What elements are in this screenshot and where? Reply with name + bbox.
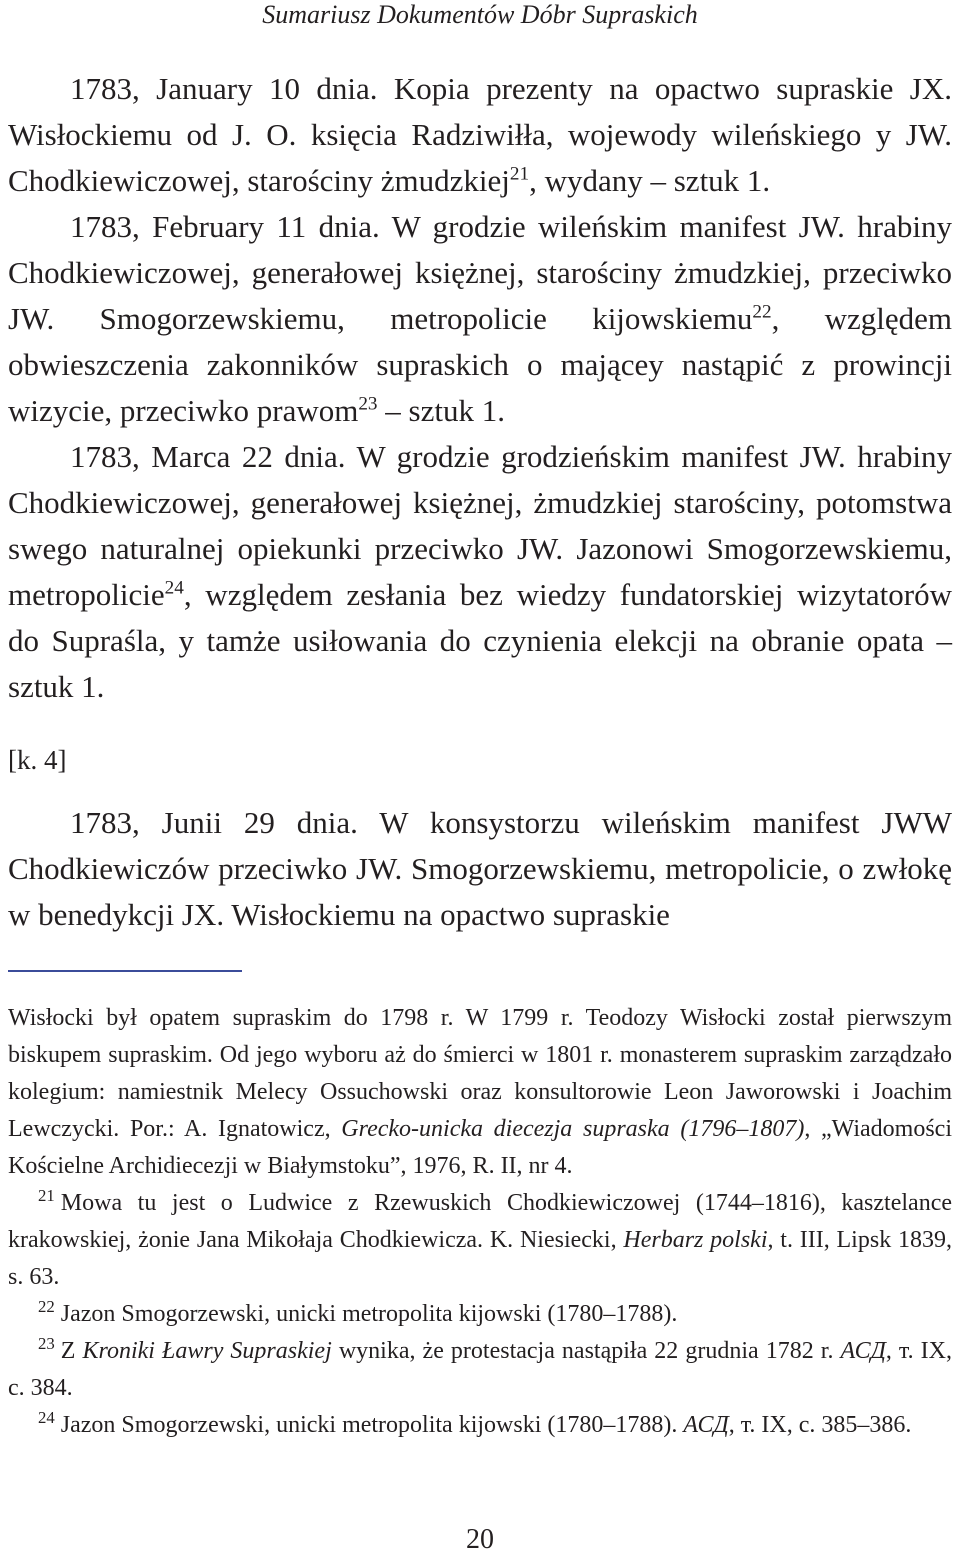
footnote-continuation — [8, 1000, 952, 1185]
footnote-text: , t. III, Lipsk 1839, s. 63. — [8, 1227, 952, 1290]
footnotes — [8, 1000, 952, 1444]
footnote-abbrev: АСД — [840, 1338, 886, 1364]
entry-text: 1783, January 10 dnia. Kopia prezenty na opactwo supraskie JX. Wisłockiemu od J. O. księcia Radziwiłła, wojewody wileńskiego y JW. Chodkiewiczowej, starościny żmudzkiej — [8, 71, 952, 198]
footnote-text: , „Wiadomości Kościelne Archidiecezji w Białymstoku”, 1976, R. II, nr 4. — [8, 1116, 952, 1179]
footnote-text: Wisłocki był opatem supraskim do 1798 r. W 1799 r. Teodozy Wisłocki został pierwszym biskupem supraskim. Od jego wyboru aż do śmierci w 1801 r. monasterem supraskim zarządzało kolegium: namiestnik Melecy Ossuchowski oraz konsultorowie Leon Jaworowski i Joachim Lewczycki. Por.: A. Ignatowicz, — [8, 1005, 952, 1142]
entry-text-tail: , wydany – sztuk 1. — [529, 163, 771, 198]
entry-1783-02-11 — [8, 204, 952, 434]
running-header: Sumariusz Dokumentów Dóbr Supraskich — [262, 0, 698, 29]
footnote-24 — [8, 1407, 952, 1444]
entry-1783-06-29 — [8, 800, 952, 938]
footnote-number: 22 — [38, 1297, 55, 1316]
footnote-21 — [8, 1185, 952, 1296]
entries-section-2 — [8, 800, 952, 938]
entry-text: 1783, Marca 22 dnia. W grodzie grodzieńskim manifest JW. hrabiny Chodkiewiczowej, generałowej księżnej, żmudzkiej starościny, potomstwa swego naturalnej opiekunki przeciwko JW. Jazonowi Smogorzewskiemu, metropolicie — [8, 439, 952, 612]
footnote-title: Herbarz polski — [623, 1227, 768, 1253]
footnote-text: , т. IX, с. 385–386. — [728, 1412, 912, 1438]
entry-text-tail: , względem obwieszczenia zakonników supraskich o mającey nastąpić z prowincji wizycie, przeciwko prawom — [8, 301, 953, 428]
entry-text-tail-2: – sztuk 1. — [377, 393, 505, 428]
footnote-ref-24[interactable]: 24 — [164, 577, 184, 599]
footnote-title: Grecko-unicka diecezja supraska (1796–1807) — [341, 1116, 805, 1142]
entry-text-tail: , względem zesłania bez wiedzy fundatorskiej wizytatorów do Supraśla, y tamże usiłowania do czynienia elekcji na obranie opata – sztuk 1. — [8, 577, 952, 704]
footnote-22 — [8, 1296, 952, 1333]
page-marker: [k. 4] — [8, 745, 67, 775]
footnote-number: 23 — [38, 1334, 55, 1353]
footnote-abbrev: АСД — [683, 1412, 729, 1438]
footnote-ref-21[interactable]: 21 — [509, 163, 530, 185]
entry-1783-03-22 — [8, 434, 952, 710]
footnote-ref-22[interactable]: 22 — [752, 301, 772, 323]
footnote-ref-23[interactable]: 23 — [358, 393, 378, 415]
footnote-title: Kroniki Ławry Supraskiej — [82, 1338, 332, 1364]
entry-text: 1783, February 11 dnia. W grodzie wileńskim manifest JW. hrabiny Chodkiewiczowej, generałowej księżnej, starościny żmudzkiej, przeciwko JW. Smogorzewskiemu, metropolicie kijowskiemu — [8, 209, 952, 336]
entry-text: 1783, Junii 29 dnia. W konsystorzu wileńskim manifest JWW Chodkiewiczów przeciwko JW. Smogorzewskiemu, metropolicie, o zwłokę w benedykcji JX. Wisłockiemu na opactwo supraskie — [8, 805, 952, 932]
footnote-text: Jazon Smogorzewski, unicki metropolita kijowski (1780–1788). — [60, 1301, 678, 1327]
entries-section-1 — [8, 66, 952, 710]
footnote-number: 21 — [38, 1186, 55, 1205]
footnote-separator — [8, 970, 242, 972]
footnote-number: 24 — [38, 1408, 55, 1427]
footnote-text: , т. IX, с. 384. — [8, 1338, 952, 1401]
footnote-text: wynika, że protestacja nastąpiła 22 grudnia 1782 r. — [331, 1338, 841, 1364]
footnote-text: Mowa tu jest o Ludwice z Rzewuskich Chodkiewiczowej (1744–1816), kasztelance krakowskiej, żonie Jana Mikołaja Chodkiewicza. K. Niesiecki, — [8, 1190, 952, 1253]
footnote-text: Jazon Smogorzewski, unicki metropolita kijowski (1780–1788). — [60, 1412, 684, 1438]
footnote-text: Z — [60, 1338, 83, 1364]
page-number: 20 — [466, 1524, 494, 1555]
entry-1783-01-10 — [8, 66, 952, 204]
footnote-23 — [8, 1333, 952, 1407]
